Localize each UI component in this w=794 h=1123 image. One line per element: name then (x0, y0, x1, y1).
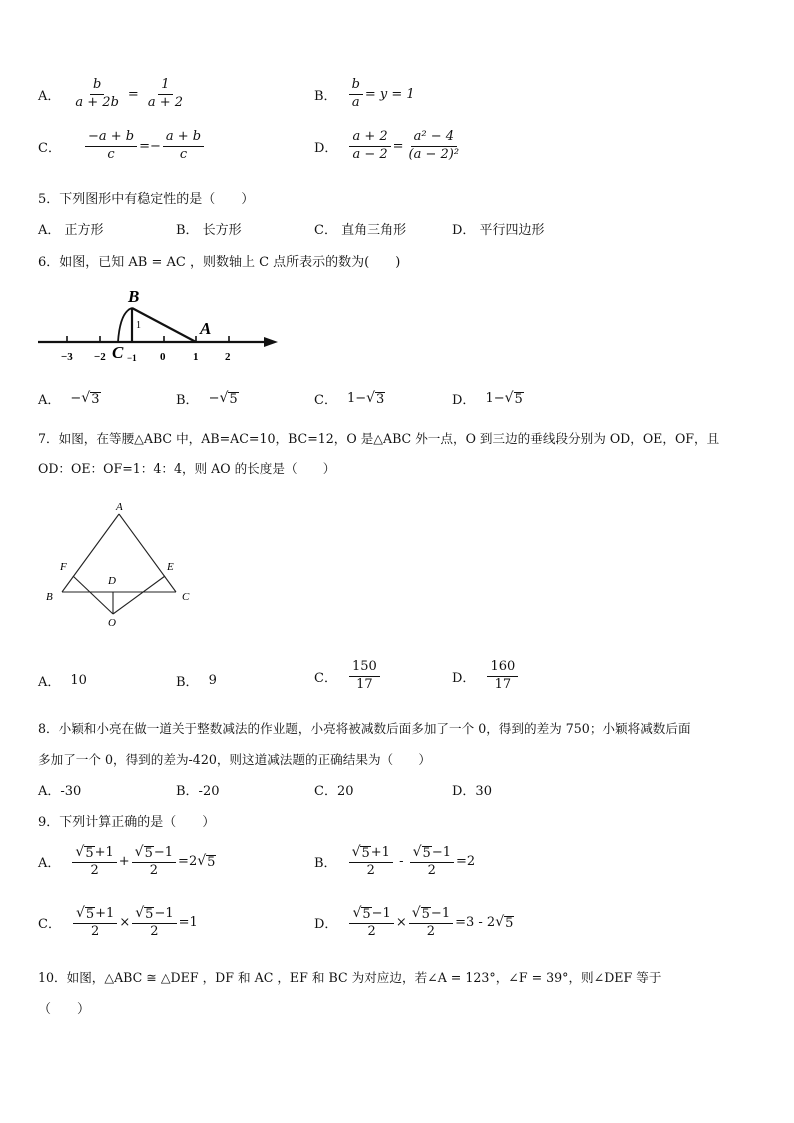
q5-option-a[interactable]: A． 正方形 (38, 223, 104, 238)
q9-option-b[interactable] (314, 845, 475, 879)
fraction: $\frac{b}{a + 2b}$ (75, 77, 119, 110)
fraction: $\frac{160}{17}$ (487, 660, 518, 693)
q10-stem-line1: 10．如图，△ABC ≅ △DEF ，DF 和 AC ，EF 和 BC 为对应边，若∠A = 123°，∠F = 39°，则∠DEF 等于 (38, 970, 662, 985)
q7-triangle-figure (40, 496, 210, 634)
sqrt: √ 5 (197, 853, 216, 871)
result: =2 (455, 854, 476, 870)
q8-option-d[interactable]: D．30 (452, 784, 492, 799)
fraction: √ 5 −1 2 (132, 845, 176, 879)
q7-stem-line1: 7．如图，在等腰△ABC 中，AB=AC=10，BC=12，O 是△ABC 外一点，O 到三边的垂线段分别为 OD，OE，OF，且 (38, 431, 720, 446)
sqrt: √ 5 (219, 389, 238, 407)
sqrt: √ 3 (81, 389, 100, 407)
prefix: − (208, 391, 220, 406)
q8-option-a[interactable]: A．-30 (38, 784, 82, 799)
option-label: A． (38, 88, 61, 104)
q8-option-b[interactable]: B．-20 (176, 784, 220, 799)
equals: = (127, 86, 139, 102)
fraction: √ 5 −1 2 (410, 845, 454, 879)
option-label: D． (452, 670, 476, 686)
tick-label: 0 (160, 351, 166, 363)
vertex-label-b: B (46, 591, 53, 603)
point-label-c: C (112, 343, 124, 362)
q9-option-d[interactable] (314, 906, 514, 940)
q8-stem-line2: 多加了一个 0，得到的差为-420，则这道减法题的正确结果为（ ） (38, 752, 431, 767)
fraction: $\frac{a + b}{c}$ (163, 130, 204, 163)
option-label: A． (38, 675, 61, 690)
option-value: 10 (70, 673, 87, 688)
segment-of (73, 576, 113, 614)
option-label: D． (314, 140, 338, 156)
prefix: − (70, 391, 82, 406)
point-label-d: D (108, 575, 116, 587)
q9-option-a[interactable] (38, 845, 216, 879)
equals: =− (139, 138, 161, 154)
q4-option-a[interactable] (38, 78, 188, 111)
tick-label: −2 (94, 351, 106, 363)
point-label-o: O (108, 617, 116, 629)
point-label-f: F (60, 561, 67, 573)
fraction: √ 5 +1 2 (349, 845, 393, 879)
q5-option-c[interactable]: C． 直角三角形 (314, 223, 407, 238)
q4-option-d[interactable] (314, 130, 464, 163)
tick-label: −1 (127, 353, 137, 363)
prefix: 1− (485, 391, 505, 406)
option-label: B． (176, 675, 199, 690)
fraction: $\frac{b}{a}$ (349, 78, 363, 111)
sqrt: √ 3 (366, 389, 385, 407)
q6-number-line-figure (34, 282, 284, 364)
fraction: √ 5 −1 2 (349, 906, 393, 940)
operator: × (119, 915, 131, 931)
q6-option-a[interactable] (38, 389, 101, 408)
sqrt: √ 5 (495, 914, 514, 932)
vertex-label-a: A (116, 501, 123, 513)
q6-option-c[interactable] (314, 389, 385, 408)
option-label: A． (38, 856, 61, 872)
q10-stem-line2: （ ） (38, 1002, 91, 1017)
option-label: B． (314, 88, 337, 104)
q7-option-b[interactable] (176, 671, 217, 690)
option-label: D． (452, 393, 476, 408)
fraction: $\frac{a + 2}{a - 2}$ (349, 130, 390, 163)
fraction: √ 5 −1 2 (132, 906, 176, 940)
option-label: C． (314, 670, 337, 686)
q8-option-c[interactable]: C．20 (314, 784, 354, 799)
result: =3 - 2 (455, 915, 496, 931)
q7-option-d[interactable] (452, 660, 520, 693)
q6-stem: 6．如图，已知 AB = AC ，则数轴上 C 点所表示的数为( ) (38, 255, 401, 270)
option-label: A． (38, 393, 61, 408)
option-label: B． (176, 393, 199, 408)
equals: = (392, 138, 404, 154)
option-label: C． (38, 140, 61, 156)
option-value: 9 (208, 673, 217, 688)
fraction: $\frac{150}{17}$ (349, 660, 380, 693)
expression: = y = 1 (364, 86, 415, 102)
result: =2 (178, 854, 198, 870)
operator: + (118, 854, 130, 870)
option-label: C． (314, 393, 337, 408)
fraction: √ 5 +1 2 (73, 906, 117, 940)
vertex-label-c: C (182, 591, 190, 603)
q6-option-b[interactable] (176, 389, 239, 408)
fraction: √ 5 −1 2 (409, 906, 453, 940)
segment-oe (113, 576, 165, 614)
operator: × (395, 915, 407, 931)
tick-label: 1 (193, 351, 199, 363)
option-label: C． (38, 917, 61, 933)
q7-option-a[interactable] (38, 671, 87, 690)
q9-stem: 9．下列计算正确的是（ ） (38, 815, 216, 830)
q8-stem-line1: 8．小颖和小亮在做一道关于整数减法的作业题，小亮将被减数后面多加了一个 0，得到的差为 750；小颖将减数后面 (38, 721, 691, 736)
fraction: $\frac{-a + b}{c}$ (85, 130, 137, 163)
q4-option-c[interactable] (38, 130, 206, 163)
tick-label: −3 (61, 351, 73, 363)
side-ac (119, 514, 176, 592)
q5-option-b[interactable]: B． 长方形 (176, 223, 242, 238)
sqrt: √ 5 (504, 389, 523, 407)
q5-stem: 5．下列图形中有稳定性的是（ ） (38, 192, 255, 207)
q9-option-c[interactable] (38, 906, 198, 940)
result: =1 (178, 915, 198, 931)
fraction: $\frac{1}{a + 2}$ (147, 77, 183, 110)
prefix: 1− (346, 391, 367, 406)
option-label: D． (314, 917, 338, 933)
q7-option-c[interactable] (314, 660, 382, 693)
fraction: $\frac{\text{a² − 4}}{\text{(a − 2)²}}$ (408, 129, 460, 162)
q5-option-d[interactable]: D． 平行四边形 (452, 223, 545, 238)
option-label: B． (314, 856, 337, 872)
operator: - (394, 854, 408, 870)
q7-stem-line2: OD：OE：OF=1：4：4，则 AO 的长度是（ ） (38, 461, 336, 476)
compass-arc (118, 308, 132, 342)
axis-arrow-icon (264, 337, 278, 347)
point-label-a: A (200, 319, 212, 338)
point-label-e: E (167, 561, 174, 573)
tick-label: 2 (225, 351, 231, 363)
q6-option-d[interactable] (452, 389, 524, 408)
segment-length-label: 1 (136, 320, 141, 331)
point-label-b: B (128, 287, 140, 306)
q4-option-b[interactable] (314, 78, 415, 111)
fraction: √ 5 +1 2 (72, 845, 116, 879)
